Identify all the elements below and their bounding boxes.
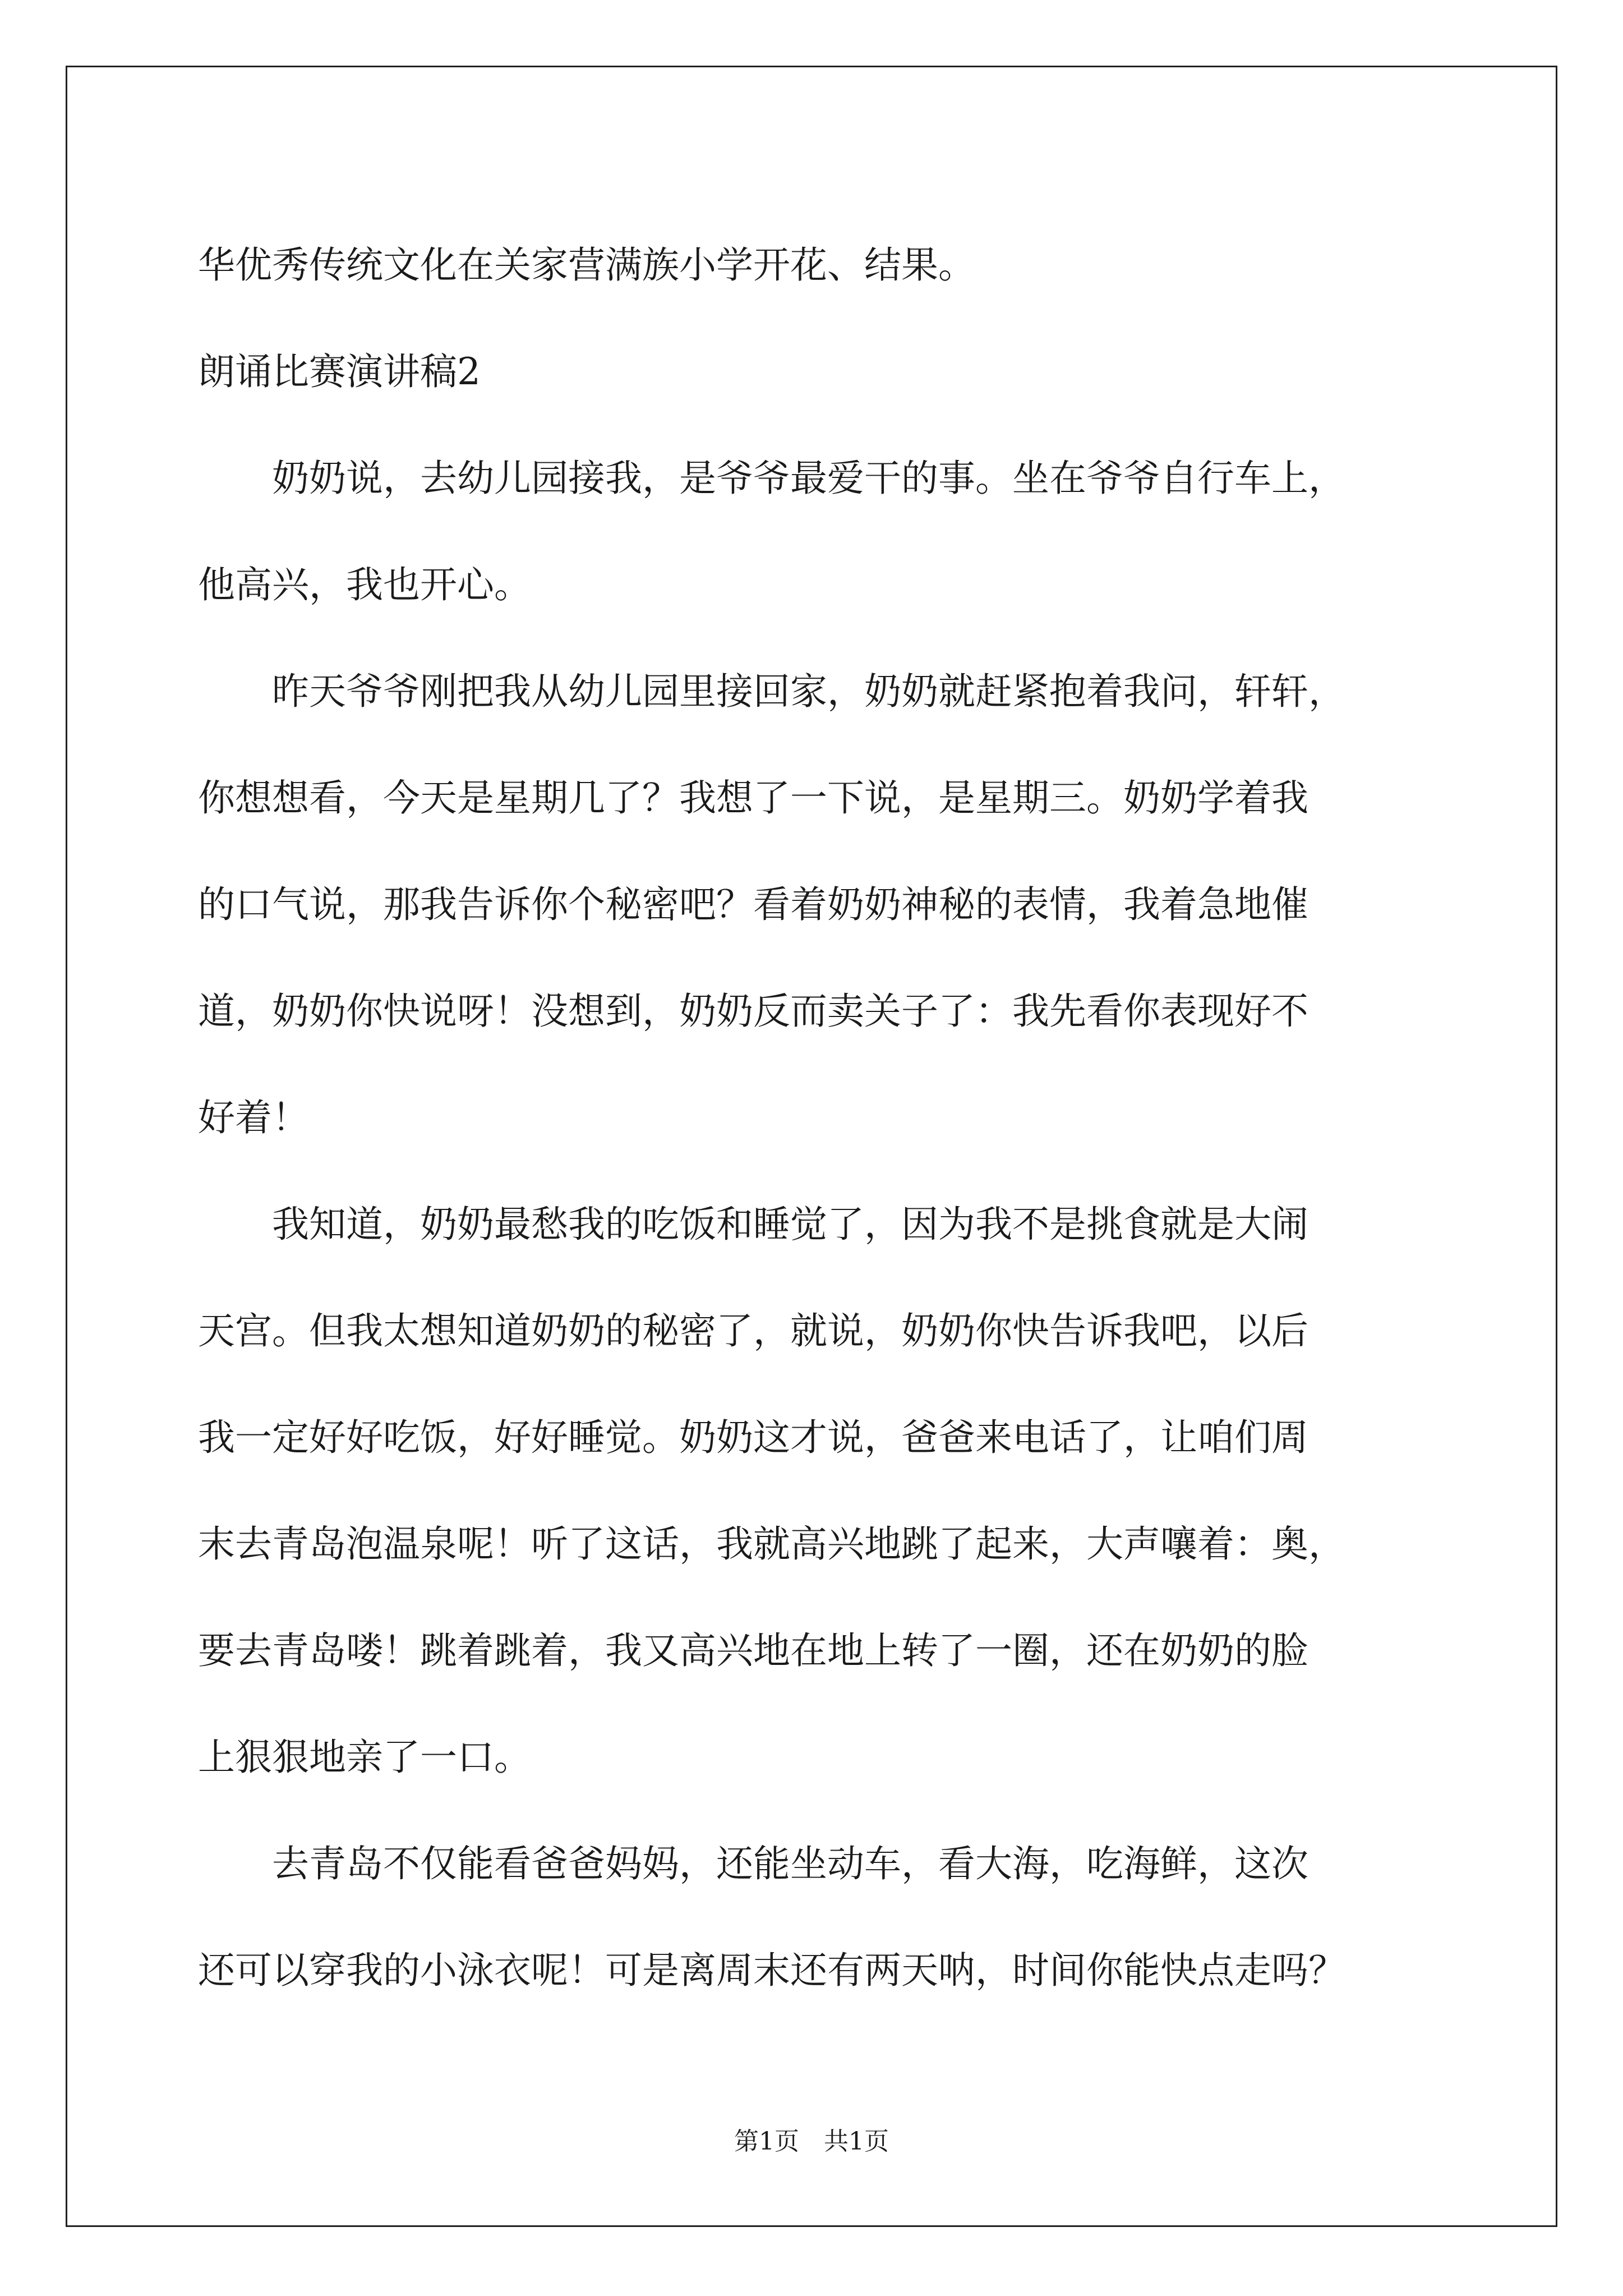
text-line: 上狠狠地亲了一口。 bbox=[198, 1736, 531, 1779]
text-line: 的口气说，那我告诉你个秘密吧？看着奶奶神秘的表情，我着急地催 bbox=[198, 883, 1308, 926]
text-line: 奶奶说，去幼儿园接我，是爷爷最爱干的事。坐在爷爷自行车上， bbox=[198, 457, 1345, 500]
text-line: 昨天爷爷刚把我从幼儿园里接回家，奶奶就赶紧抱着我问，轩轩， bbox=[198, 670, 1345, 713]
section-title: 朗诵比赛演讲稿2 bbox=[198, 350, 481, 393]
text-line: 去青岛不仅能看爸爸妈妈，还能坐动车，看大海，吃海鲜，这次 bbox=[198, 1842, 1308, 1885]
text-line: 华优秀传统文化在关家营满族小学开花、结果。 bbox=[198, 243, 975, 287]
page-footer: 第1页 共1页 bbox=[734, 2127, 889, 2156]
text-line: 我一定好好吃饭，好好睡觉。奶奶这才说，爸爸来电话了，让咱们周 bbox=[198, 1416, 1308, 1459]
text-line: 你想想看，今天是星期几了？我想了一下说，是星期三。奶奶学着我 bbox=[198, 776, 1308, 820]
text-line: 好着！ bbox=[198, 1096, 309, 1139]
text-line: 道，奶奶你快说呀！没想到，奶奶反而卖关子了：我先看你表现好不 bbox=[198, 990, 1308, 1033]
text-line: 我知道，奶奶最愁我的吃饭和睡觉了，因为我不是挑食就是大闹 bbox=[198, 1203, 1308, 1246]
text-line: 还可以穿我的小泳衣呢！可是离周末还有两天呐，时间你能快点走吗？ bbox=[198, 1949, 1345, 1992]
text-line: 要去青岛喽！跳着跳着，我又高兴地在地上转了一圈，还在奶奶的脸 bbox=[198, 1629, 1308, 1672]
text-line: 末去青岛泡温泉呢！听了这话，我就高兴地跳了起来，大声嚷着：奥， bbox=[198, 1522, 1345, 1566]
text-line: 天宫。但我太想知道奶奶的秘密了，就说，奶奶你快告诉我吧，以后 bbox=[198, 1309, 1308, 1352]
document-body bbox=[198, 212, 1426, 2024]
text-line: 他高兴，我也开心。 bbox=[198, 563, 531, 606]
